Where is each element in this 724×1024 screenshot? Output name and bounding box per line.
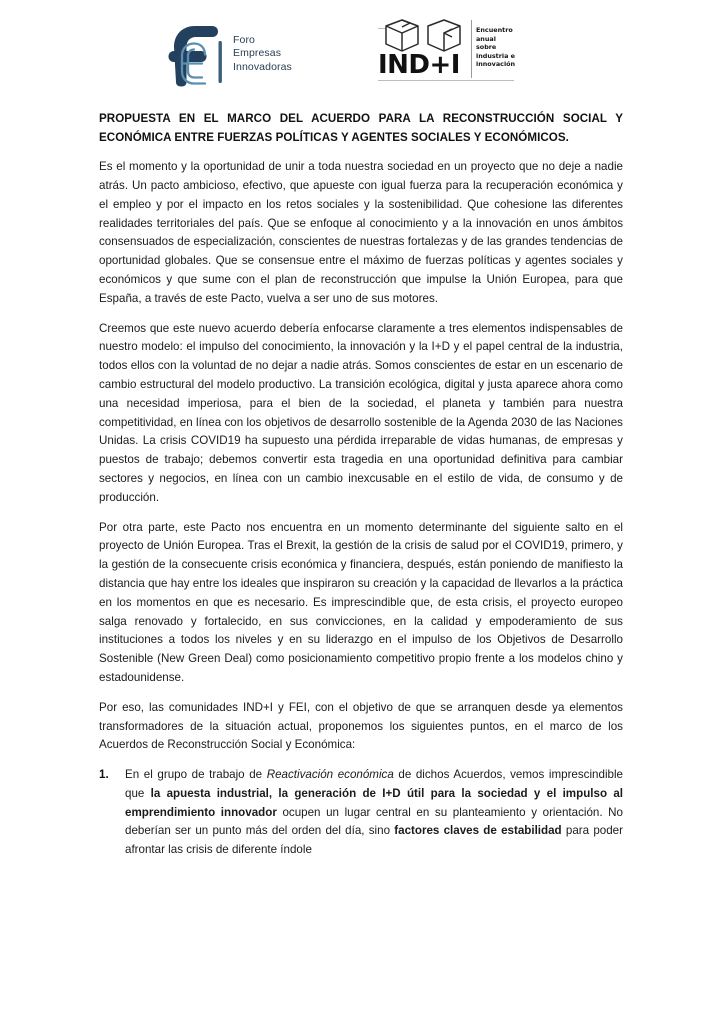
paragraph-4: Por eso, las comunidades IND+I y FEI, con el objetivo de que se arranquen desde ya elementos transformadores de la situación actual, proponemos los siguientes puntos, en el marco de los Acuerdos de Reconstrucción Social y Económica: [99,700,623,752]
list-item-marker: 1. [99,768,109,782]
fei-word-line-3: Innovadoras [233,60,292,73]
logo-header [0,8,724,98]
paragraph-2: Creemos que este nuevo acuerdo debería enfocarse claramente a tres elementos indispensables de nuestro modelo: el impulso del conocimiento, la innovación y la I+D y el papel central de la industria, todos ellos con la voluntad de no dejar a nadie atrás. Somos conscientes de estar en un escenario de cambio estructural del modelo productivo. La transición ecológica, digital y justa aparece ahora como una necesidad imperiosa, para el bien de la sociedad, el planeta y también para nuestra competitividad, en línea con los objetivos de desarrollo sostenible de la Agenda 2030 de las Naciones Unidas. La crisis COVID19 ha supuesto una pérdida irreparable de vidas humanas, de empresas y puestos de trabajo; debemos convertir esta tragedia en una oportunidad definitiva para cambiar sectores y negocios, en línea con un cambio inexcusable en el estilo de vida, de consumo y de producción. [99,321,623,504]
text-run-bold: factores claves de estabilidad [394,824,562,838]
text-run-normal: para poder afrontar las crisis de diferente índole [125,824,623,857]
document-title: PROPUESTA EN EL MARCO DEL ACUERDO PARA LA RECONSTRUCCIÓN SOCIAL Y ECONÓMICA ENTRE FUERZAS POLÍTICAS Y AGENTES SOCIALES Y ECONÓMICOS. [99,112,623,144]
text-run-normal: ocupen un lugar central en su planteamiento y orientación. No deberían ser un punto más del orden del día, sino [125,805,623,838]
fei-word-line-2: Empresas [233,47,282,60]
logo-divider-vertical [471,20,472,78]
indi-tagline-line-3: industria e [476,51,515,60]
text-run-bold: la apuesta industrial, la generación de I+D útil para la sociedad y el impulso al emprendimiento innovador [125,786,623,819]
indi-tagline-line-4: innovación [476,60,516,69]
text-run-italic: Reactivación económica [266,768,394,782]
indi-tagline-line-2: anual sobre [476,34,497,52]
document-body [99,110,623,860]
indi-tagline [476,26,516,69]
paragraph-3: Por otra parte, este Pacto nos encuentra en un momento determinante del siguiente salto en el proyecto de Unión Europea. Tras el Brexit, la gestión de la crisis de salud por el COVID19, primero, y la gestión de la consecuente crisis económica y financiera, después, están poniendo de manifiesto la distancia que hay entre los ideales que inspiraron su creación y la capacidad de llevarlos a la práctica en los momentos en que es necesario. Es imprescindible que, de esta crisis, el proyecto europeo salga renovado y fortalecido, en sus convicciones, en la calidad y empoderamiento de sus instituciones a todos los niveles y en su liderazgo en el impulso de los Objetivos de Desarrollo Sostenible (New Green Deal) como posicionamiento competitivo propio frente a los modelos chino y estadounidense. [99,520,623,684]
indi-wordmark: IND+I [378,50,460,80]
fei-monogram-icon [168,21,226,87]
list-item-text [125,768,623,856]
numbered-list [99,766,623,860]
list-item [99,766,623,860]
fei-logo [168,18,298,90]
paragraph-1: Es el momento y la oportunidad de unir a toda nuestra sociedad en un proyecto que no deje a nadie atrás. Un pacto ambicioso, efectivo, que apueste con igual fuerza para la recuperación económica y el empleo y por el impacto en los retos sociales y la sostenibilidad. Que cohesione las diferentes realidades territoriales del país. Que se enfoque al conocimiento y a la innovación en unos ámbitos consensuados de especialización, conscientes de nuestras fortalezas y de las grandes tendencias de oportunidad globales. Que se consensue entre el máximo de fuerzas políticas y agentes sociales y económicos y que sume con el plan de reconstrucción que impulse la Unión Europea, para que España, a través de este Pacto, vuelva a ser uno de sus motores. [99,160,623,305]
fei-word-line-1: Foro [233,33,255,46]
indi-logo [378,18,514,88]
indi-tagline-line-1: Encuentro [476,26,513,34]
text-run-normal: de dichos Acuerdos, vemos imprescindible que [125,768,623,800]
logo-rule-bottom [378,80,514,81]
text-run-normal: En el grupo de trabajo de [125,768,267,782]
fei-wordmark [233,34,292,75]
